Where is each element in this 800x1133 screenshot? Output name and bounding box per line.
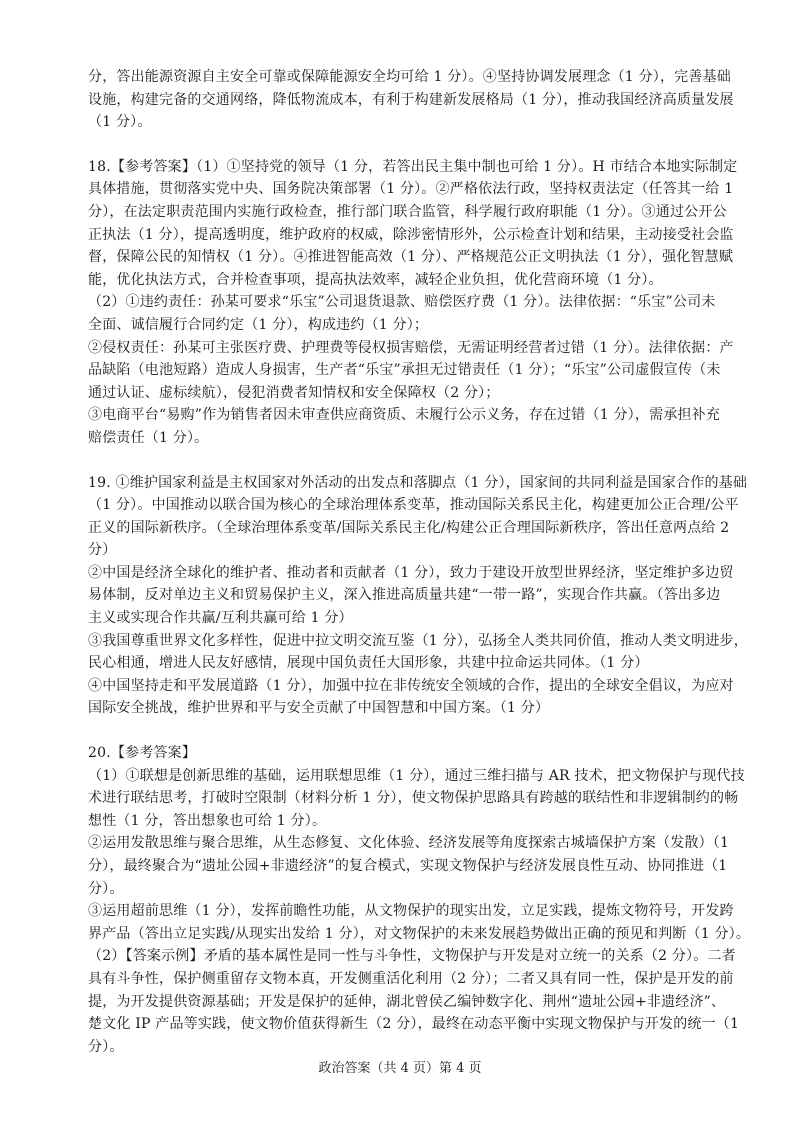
section-18 xyxy=(88,156,738,450)
text-line: 具有斗争性，保护侧重留存文物本真，开发侧重活化利用（2 分）；二者又具有同一性，保护是开发的前 xyxy=(88,970,734,987)
text-line: ④中国坚持走和平发展道路（1 分），加强中拉在非传统安全领域的合作，提出的全球安全倡议，为应对 xyxy=(88,677,734,694)
text-line: 分），最终聚合为“遗址公园+非遗经济”的复合模式，实现文物保护与经济发展良性互动、协同推进（1 xyxy=(88,858,728,874)
spacer xyxy=(88,720,718,742)
text-line: 正义的国际新秩序。（全球治理体系变革/国际关系民主化/构建公正合理国际新秩序，答出任意两点给 2 xyxy=(88,519,730,536)
text-line: 督，保障公民的知情权（1 分）。④推进智能高效（1 分）、严格规范公正文明执法（1 分），强化智慧赋 xyxy=(88,249,734,266)
text-line: 分，答出能源资源自主安全可靠或保障能源安全均可给 1 分）。④坚持协调发展理念（1 分），完善基础 xyxy=(88,69,731,85)
text-line: 主义或实现合作共赢/互利共赢可给 1 分） xyxy=(88,610,353,627)
section-17-continued xyxy=(88,66,734,134)
section-20 xyxy=(88,742,751,1058)
text-line: 想性（1 分，答出想象也可给 1 分）。 xyxy=(88,812,327,829)
page-footer: 政治答案（共 4 页）第 4 页 xyxy=(318,1061,482,1076)
section-19 xyxy=(88,472,748,721)
text-line: 易体制，反对单边主义和贸易保护主义，深入推进高质量共建“一带一路”，实现合作共赢。（答出多边 xyxy=(88,587,721,604)
text-line: （1 分）。 xyxy=(88,114,152,131)
text-line: （1 分）。中国推动以联合国为核心的全球治理体系变革，推动国际关系民主化，构建更加公正合理/公平 xyxy=(88,497,739,514)
text-line: ②运用发散思维与聚合思维，从生态修复、文化体验、经济发展等角度探索古城墙保护方案（发散）（1 xyxy=(88,835,730,852)
text-line: （2）①违约责任：孙某可要求“乐宝”公司退货退款、赔偿医疗费（1 分）。法律依据：“乐宝”公司未 xyxy=(88,294,716,311)
text-line: 术进行联结思考，打破时空限制（材料分析 1 分），使文物保护思路具有跨越的联结性和非逻辑制约的畅 xyxy=(88,790,739,807)
question-19-heading-line: 19. ①维护国家利益是主权国家对外活动的出发点和落脚点（1 分），国家间的共同利益是国家合作的基础 xyxy=(88,474,748,491)
text-line: 品缺陷（电池短路）造成人身损害，生产者“乐宝”承担无过错责任（1 分）；“乐宝”公司虚假宣传（未 xyxy=(88,362,721,379)
spacer xyxy=(88,450,718,472)
text-line: 能，优化执法方式，合并检查事项，提高执法效率，减轻企业负担，优化营商环境（1 分）。 xyxy=(88,271,663,288)
text-line: 民心相通，增进人民友好感情，展现中国负责任大国形象，共建中拉命运共同体。（1 分） xyxy=(88,655,649,672)
text-line: 正执法（1 分），提高透明度，维护政府的权威，除涉密情形外，公示检查计划和结果，主动接受社会监 xyxy=(88,226,734,243)
text-line: （2）【答案示例】矛盾的基本属性是同一性与斗争性，文物保护与开发是对立统一的关系（2 分）。二者 xyxy=(88,948,736,965)
text-line: 分）。 xyxy=(88,1038,124,1055)
question-18-heading-line: 18.【参考答案】（1）①坚持党的领导（1 分，若答出民主集中制也可给 1 分）。H 市结合本地实际制定 xyxy=(88,158,738,175)
text-line: ③电商平台“易购”作为销售者因未审查供应商资质、未履行公示义务，存在过错（1 分），需承担补充 xyxy=(88,407,721,424)
text-line: 分）。 xyxy=(88,880,124,897)
text-line: ③我国尊重世界文化多样性，促进中拉文明交流互鉴（1 分），弘扬全人类共同价值，推动人类文明进步， xyxy=(88,632,748,649)
text-line: 全面、诚信履行合同约定（1 分），构成违约（1 分）； xyxy=(88,316,429,333)
text-line: 通过认证、虚标续航），侵犯消费者知情权和安全保障权（2 分）； xyxy=(88,384,500,401)
text-line: ②中国是经济全球化的维护者、推动者和贡献者（1 分），致力于建设开放型世界经济，坚定维护多边贸 xyxy=(88,564,734,581)
text-line: （1）①联想是创新思维的基础，运用联想思维（1 分），通过三维扫描与 AR 技术，把文物保护与现代技 xyxy=(88,767,745,784)
text-line: ②侵权责任：孙某可主张医疗费、护理费等侵权损害赔偿，无需证明经营者过错（1 分）。法律依据：产 xyxy=(88,339,734,356)
text-line: 分） xyxy=(88,542,117,559)
text-line: ③运用超前思维（1 分），发挥前瞻性功能，从文物保护的现实出发，立足实践，提炼文物符号，开发跨 xyxy=(88,903,734,920)
text-line: 分），在法定职责范围内实施行政检查，推行部门联合监管，科学履行政府职能（1 分）。③通过公开公 xyxy=(88,203,727,220)
text-line: 赔偿责任（1 分）。 xyxy=(88,429,209,446)
text-line: 楚文化 IP 产品等实践，使文物价值获得新生（2 分），最终在动态平衡中实现文物保护与开发的统一（1 xyxy=(88,1016,740,1033)
question-20-heading-line: 20.【参考答案】 xyxy=(88,745,197,762)
text-line: 国际安全挑战，维护世界和平与安全贡献了中国智慧和中国方案。（1 分） xyxy=(88,700,550,717)
text-line: 设施，构建完备的交通网络，降低物流成本，有利于构建新发展格局（1 分），推动我国经济高质量发展 xyxy=(88,91,734,108)
answer-page xyxy=(88,66,751,1058)
text-line: 提，为开发提供资源基础；开发是保护的延伸，湖北曾侯乙编钟数字化、荆州“遗址公园+非遗经济”、 xyxy=(88,993,726,1010)
text-line: 具体措施，贯彻落实党中央、国务院决策部署（1 分）。②严格依法行政，坚持权责法定（任答其一给 1 xyxy=(88,181,734,198)
spacer xyxy=(88,134,718,156)
text-line: 界产品（答出立足实践/从现实出发给 1 分），对文物保护的未来发展趋势做出正确的预见和判断（1 分）。 xyxy=(88,925,751,942)
